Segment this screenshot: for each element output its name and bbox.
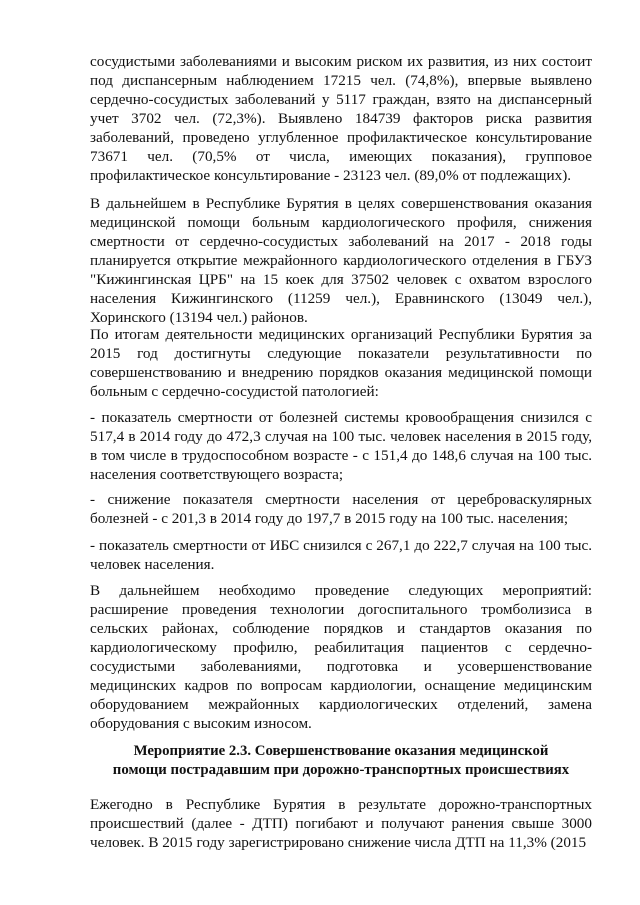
paragraph-risk-factors: сосудистыми заболеваниями и высоким риском их развития, из них состоит под диспансерным наблюдением 17215 чел. (74,8%), впервые выявлено сердечно-сосудистых заболеваний у 5117 граждан, взято на диспансерный учет 3702 чел. (72,3%). Выявлено 184739 факторов риска развития заболеваний, проведено углубленное профилактическое консультирование 73671 чел. (70,5% от числа, имеющих показания), групповое профилактическое консультирование - 23123 чел. (89,0% от подлежащих). <box>90 53 592 184</box>
section-heading-line-1: Мероприятие 2.3. Совершенствование оказания медицинской <box>133 743 549 759</box>
paragraph-circulatory-mortality: - показатель смертности от болезней системы кровообращения снизился с 517,4 в 2014 году до 472,3 случая на 100 тыс. человек населения в 2015 году, в том числе в трудоспособном возрасте - с 151,4 до 148,6 случая на 100 тыс. населения соответствующего возраста; <box>90 409 592 483</box>
paragraph-cardiology-department: В дальнейшем в Республике Бурятия в целях совершенствования оказания медицинской помощи больным кардиологического профиля, снижения смертности от сердечно-сосудистых заболеваний на 2017 - 2018 годы планируется открытие межрайонного кардиологического отделения в ГБУЗ "Кижингинская ЦРБ" на 15 коек для 37502 человек с охватом взрослого населения Кижингинского (11259 чел.), Еравнинского (13049 чел.), Хоринского (13194 чел.) районов. <box>90 195 592 326</box>
section-heading-line-2: помощи пострадавшим при дорожно-транспортных происшествиях <box>112 762 570 778</box>
paragraph-cerebrovascular-mortality: - снижение показателя смертности населения от цереброваскулярных болезней - с 201,3 в 2014 году до 197,7 в 2015 году на 100 тыс. населения; <box>90 491 592 527</box>
paragraph-further-measures: В дальнейшем необходимо проведение следующих мероприятий: расширение проведения технологии догоспитального тромболизиса в сельских районах, соблюдение порядков и стандартов оказания по кардиологическому профилю, реабилитация пациентов с сердечно-сосудистыми заболеваниями, подготовка и усовершенствование медицинских кадров по вопросам кардиологии, оснащение медицинским оборудованием межрайонных кардиологических отделений, замена оборудования с высоким износом. <box>90 582 592 732</box>
paragraph-road-accidents: Ежегодно в Республике Бурятия в результате дорожно-транспортных происшествий (далее - ДТП) погибают и получают ранения свыше 3000 человек. В 2015 году зарегистрировано снижение числа ДТП на 11,3% (2015 <box>90 796 592 851</box>
paragraph-ihd-mortality: - показатель смертности от ИБС снизился с 267,1 до 222,7 случая на 100 тыс. человек населения. <box>90 537 592 573</box>
section-heading-2-3 <box>90 742 592 780</box>
paragraph-results-intro: По итогам деятельности медицинских организаций Республики Бурятия за 2015 год достигнуты следующие показатели результативности по совершенствованию и внедрению порядков оказания медицинской помощи больным с сердечно-сосудистой патологией: <box>90 326 592 400</box>
